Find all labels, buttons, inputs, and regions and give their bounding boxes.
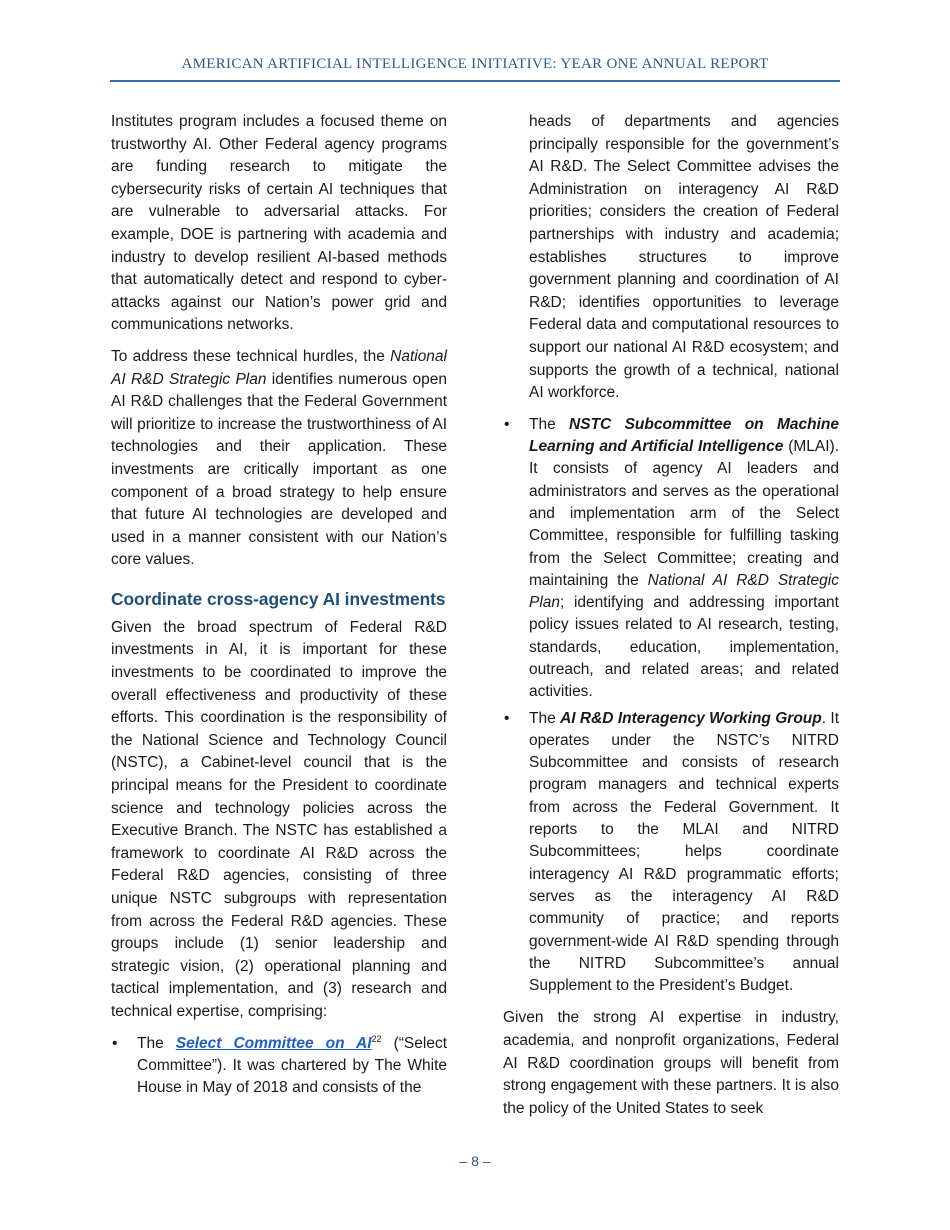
plan-title-italic: National AI R&D Strategic Plan (111, 347, 447, 388)
list-item-select-committee: • The Select Committee on AI$^{22}$ (“Select Committee”). It was chartered by The White House in May of 2018 and consists of the (112, 1033, 447, 1097)
mlai-name: NSTC Subcommittee on Machine Learning and Artificial Intelligence (529, 415, 839, 456)
paragraph-trustworthy-ai: Institutes program includes a focused theme on trustworthy AI. Other Federal agency programs are funding research to mitigate the cybersecurity risks of certain AI techniques that are vulnerable to adversarial attacks. For example, DOE is partnering with academia and industry to develop resilient AI-based methods that automatically detect and respond to cyber-attacks against our Nation’s power grid and communications networks. (111, 113, 447, 334)
header-divider (110, 80, 840, 82)
bullet-list (111, 1033, 447, 1100)
paragraph-select-committee-continued: heads of departments and agencies principally responsible for the government’s AI R&D. The Select Committee advises the Administration on interagency AI R&D priorities; considers the creation of Federal partnerships with industry and academia; establishes structures to improve government planning and coordination of AI R&D; identifies opportunities to leverage Federal data and computational resources to support our national AI R&D ecosystem; and supports the growth of a technical, national AI workforce. (529, 113, 839, 402)
page-number: – 8 – (459, 1153, 491, 1169)
running-header: AMERICAN ARTIFICIAL INTELLIGENCE INITIATIVE: YEAR ONE ANNUAL REPORT (181, 56, 769, 72)
bullet-icon: • (112, 1034, 118, 1052)
paragraph-coordination: Given the broad spectrum of Federal R&D investments in AI, it is important for these investments to be coordinated to improve the overall effectiveness and productivity of these efforts. This coordination is the responsibility of the National Science and Technology Council (NSTC), a Cabinet-level council that is the principal means for the President to coordinate science and technology policies across the Executive Branch. The NSTC has established a framework to coordinate AI R&D across the Federal R&D agencies, consisting of three unique NSTC subgroups with representation from across the Federal R&D agencies. These groups include (1) senior leadership and strategic vision, (2) operational planning and tactical implementation, and (3) research and technical expertise, comprising: (111, 618, 447, 1020)
list-item-iwg: • The AI R&D Interagency Working Group. It operates under the NSTC’s NITRD Subcommittee and consists of research program managers and technical experts from across the Federal Government. It reports to the MLAI and NITRD Subcommittees; helps coordinate interagency AI R&D programmatic efforts; serves as the interagency AI R&D community of practice; and reports government-wide AI R&D spending through the NITRD Subcommittee’s annual Supplement to the President’s Budget. (504, 709, 839, 995)
paragraph-technical-hurdles: To address these technical hurdles, the National AI R&D Strategic Plan identifies numerous open AI R&D challenges that the Federal Government will prioritize to increase the trustworthiness of AI technologies and their application. These investments are critically important as one component of a broad strategy to help ensure that future AI technologies are developed and used in a manner consistent with our Nation’s core values. (111, 347, 447, 569)
paragraph-engagement: Given the strong AI expertise in industry, academia, and nonprofit organizations, Federal AI R&D coordination groups will benefit from strong engagement with these partners. It is also the policy of the United States to seek (503, 1009, 839, 1117)
footnote-ref: 22 (371, 1033, 382, 1044)
bullet-list-continued (503, 414, 839, 998)
select-committee-link[interactable]: Select Committee on AI (175, 1034, 372, 1052)
list-item-mlai: • The NSTC Subcommittee on Machine Learning and Artificial Intelligence (MLAI). It consists of agency AI leaders and administrators and serves as the operational and implementation arm of the Select Committee, responsible for fulfilling tasking from the Select Committee; creating and maintaining the National AI R&D Strategic Plan; identifying and addressing important policy issues related to AI research, testing, standards, education, implementation, outreach, and related areas; and related activities. (504, 415, 839, 701)
bullet-icon: • (504, 709, 510, 727)
bullet-icon: • (504, 415, 510, 433)
right-column (503, 111, 839, 1129)
left-column (111, 111, 447, 1109)
plan-title-italic: National AI R&D Strategic Plan (529, 571, 839, 612)
section-heading: Coordinate cross-agency AI investments (111, 588, 446, 609)
iwg-name: AI R&D Interagency Working Group (560, 709, 822, 727)
